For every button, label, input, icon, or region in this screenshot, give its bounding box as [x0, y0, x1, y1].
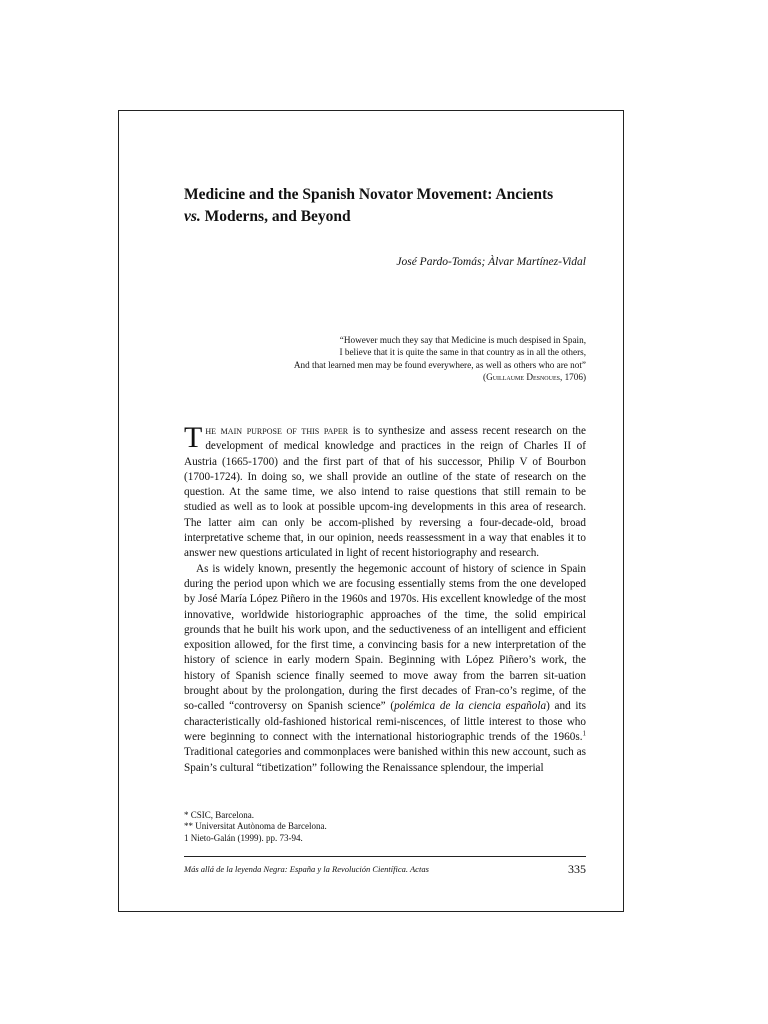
paragraph-2 — [184, 562, 586, 776]
attribution-open: ( — [483, 372, 487, 383]
title-line-1: Medicine and the Spanish Novator Movement: Ancients — [184, 186, 554, 203]
attribution-close: , 1706) — [559, 372, 586, 383]
footnote: 1 Nieto-Galán (1999). pp. 73-94. — [184, 832, 303, 843]
lead-in: he main purpose of this paper — [205, 425, 349, 437]
epigraph-line-3: And that learned men may be found everywhere, as well as others who are not” — [293, 359, 586, 370]
body-text — [184, 421, 587, 776]
footnote: * CSIC, Barcelona. — [184, 810, 254, 820]
running-footer: Más allá de la leyenda Negra: España y la Revolución Científica. Actas — [184, 864, 429, 874]
page-number: 335 — [568, 862, 586, 876]
paragraph-2-text-b: ) and its characteristically old-fashioned historical remi-niscences, of little interest to those who were beginning to connect with the international historiographic trends of the 1960s. — [184, 700, 587, 743]
footnote-ref-1[interactable]: 1 — [582, 729, 586, 738]
drop-cap: T — [184, 421, 203, 454]
paragraph-2-italic: polémica de la ciencia española — [394, 700, 547, 713]
epigraph-attribution — [184, 371, 586, 383]
title-line-2: Moderns, and Beyond — [200, 208, 351, 225]
article-page — [184, 184, 587, 876]
paragraph-2-text-c: Traditional categories and commonplaces were banished within this new account, such as Spain’s cultural “tibetization” following the Renaissance splendour, the imperial — [184, 746, 586, 774]
epigraph-line-1: “However much they say that Medicine is much despised in Spain, — [339, 335, 586, 345]
paragraph-1-text: is to synthesize and assess recent research on the development of medical knowledge and practices in the reign of Charles II of Austria (1665-1700) and the first part of that of his successor, Philip V of Bourbon (1700-1724). In doing so, we shall provide an outline of the state of research on the question. At the same time, we also intend to raise questions that still remain to be studied as well as to look at possible upcom-ing developments in this area of research. The latter aim can only be accom-plished by reversing a four-decade-old, broad interpretative scheme that, in our opinion, needs reassessment in a way that enables it to answer new questions articulated in light of recent historiography and research. — [184, 425, 586, 560]
attribution-name: Guillaume Desnoues — [486, 372, 560, 383]
epigraph-line-2: I believe that it is quite the same in that country as in all the others, — [339, 347, 586, 358]
paragraph-2-text-a: As is widely known, presently the hegemonic account of history of science in Spain during the period upon which we are focusing essentially stems from the one developed by José María López Piñero in the 1960s and 1970s. His excellent knowledge of the most innovative, worldwide historiographic approaches of the time, the solid empirical grounds that he built his work upon, and the seductiveness of an intelligent and efficient exposition allowed, for the first time, a convincing basis for a new interpretation of the history of science in early modern Spain. Beginning with López Piñero’s work, the history of Spanish science finally seemed to move away from the barren sit-uation brought about by the prolongation, during the first decades of Fran-co’s regime, of the so-called “controversy on Spanish science” ( — [184, 562, 586, 713]
paragraph-1 — [184, 421, 586, 562]
title-vs: vs. — [184, 208, 201, 225]
footer-rule — [184, 856, 586, 857]
epigraph — [184, 334, 586, 384]
article-title — [184, 184, 586, 228]
authors: José Pardo-Tomás; Àlvar Martínez-Vidal — [396, 256, 586, 268]
footnotes — [184, 810, 327, 844]
footnote: ** Universitat Autònoma de Barcelona. — [184, 821, 327, 832]
